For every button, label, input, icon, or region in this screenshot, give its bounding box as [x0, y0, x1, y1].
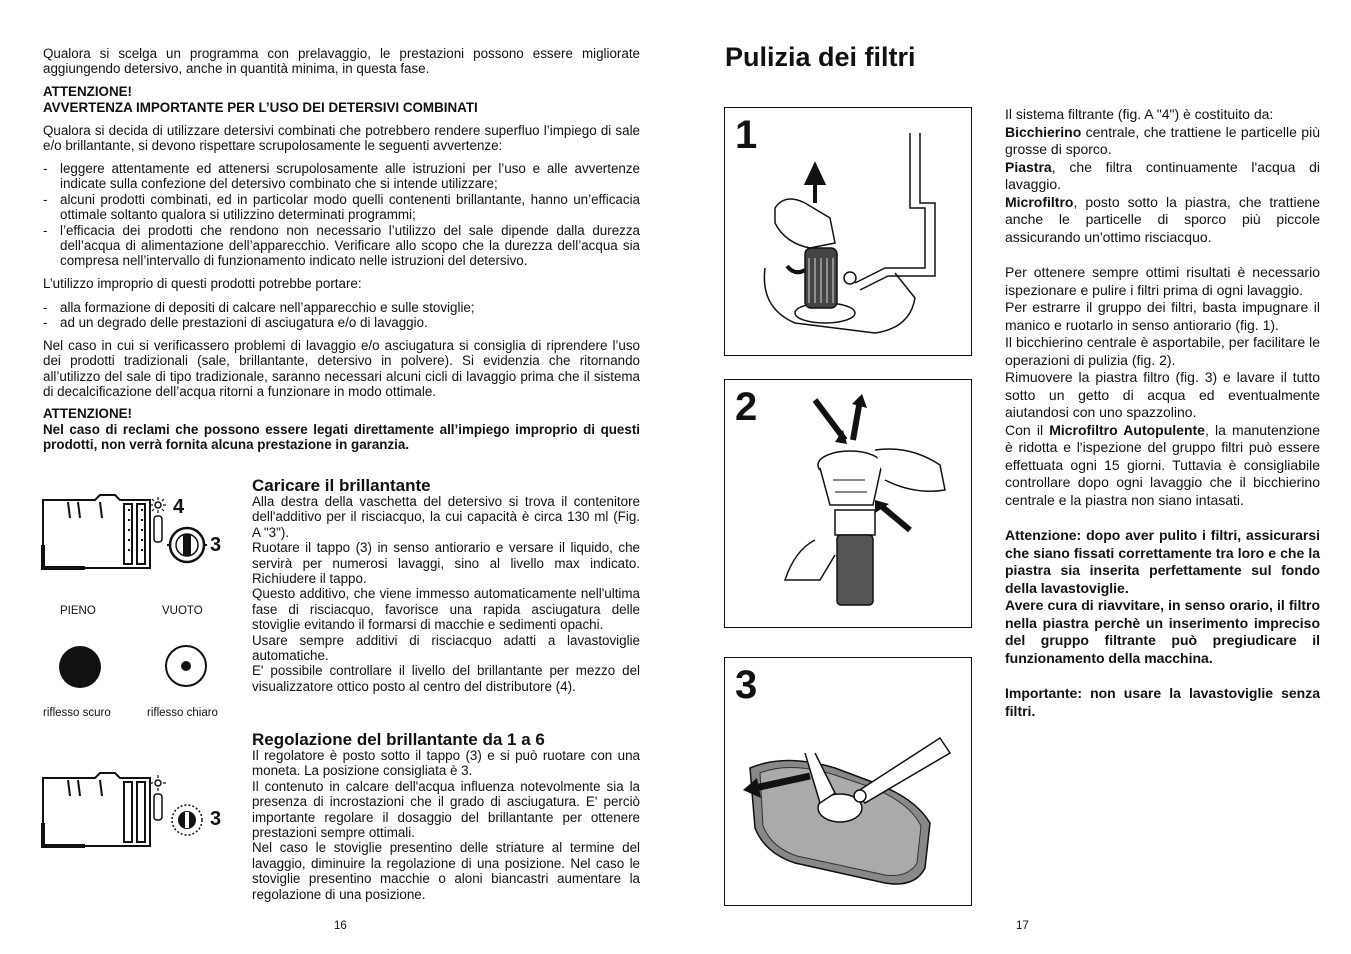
- instruction-paragraph: Il bicchierino centrale è asportabile, per facilitare le operazioni di pulizia (fig. 2).: [1005, 334, 1320, 368]
- instruction-paragraph: Per estrarre il gruppo dei filtri, basta impugnare il manico e ruotarlo in senso antiorario (fig. 1).: [1005, 299, 1320, 333]
- attention-label-2: ATTENZIONE!: [43, 406, 133, 421]
- rinse-aid-paragraph: E' possibile controllare il livello del brillantante per mezzo del visualizzatore ottico posto al centro del distributore (4).: [252, 663, 640, 694]
- full-label: PIENO: [60, 605, 96, 617]
- improper-item: - alla formazione di depositi di calcare nell’apparecchio e sulle stoviglie;: [43, 300, 640, 315]
- full-indicator: [59, 646, 101, 688]
- part-name: Bicchierino: [1005, 123, 1082, 140]
- part-text: centrale, che trattiene le particelle più grosse di sporco.: [1005, 123, 1320, 157]
- regulator-label-3: 3: [210, 808, 222, 830]
- improper-use-list: [43, 300, 640, 331]
- figure-2-number: 2: [735, 385, 758, 429]
- filter-part-plate: [1005, 159, 1320, 194]
- regulation-paragraph: Il contenuto in calcare dell'acqua influenza notevolmente sia la presenza di incrostazioni che il grado di asciugatura. E' perciò importante regolare il dosaggio del brillantante per ottenere prestazioni sempre ottimali.: [252, 778, 640, 841]
- regulation-paragraph: Nel caso le stoviglie presentino delle striature al termine del lavaggio, diminuire la regolazione di una posizione. Nel caso le stoviglie presentino macchie o aloni biancastri aumentare la regolazione di una posizione.: [252, 840, 640, 902]
- part-name: Piastra: [1005, 158, 1052, 175]
- micro-text: , la manutenzione è ridotta e l'ispezione del gruppo filtri può essere effettuata ogni 15 giorni. Tuttavia è consigliabile controllare dopo ogni lavaggio che il bicchierino centrale e la piastra non siano intasati.: [1005, 421, 1320, 508]
- warning-item: - leggere attentamente ed attenersi scrupolosamente alle istruzioni per l’uso e alle avvertenze indicate sulla confezione del detersivo combinato che si intende utilizzare;: [43, 161, 640, 192]
- dispenser-label-4: 4: [173, 496, 185, 518]
- warnings-list: [43, 161, 640, 269]
- filter-removal-drawing: [725, 108, 970, 353]
- dispenser-label-3: 3: [210, 534, 222, 556]
- filter-part-cup: [1005, 124, 1320, 159]
- microfilter-paragraph: [1005, 422, 1320, 510]
- micro-prefix: Con il: [1005, 421, 1050, 438]
- rinse-aid-text: [252, 494, 640, 694]
- page-number-left: 16: [334, 920, 347, 932]
- section-title-regulation: Regolazione del brillantante da 1 a 6: [252, 730, 545, 749]
- problems-paragraph: Nel caso in cui si verificassero problemi di lavaggio e/o asciugatura si consiglia di riprendere l’uso dei prodotti tradizionali (sale, brillantante, detersivo in polvere). Si evidenzia che ritornando all’utilizzo del sale di tipo tradizionale, saranno necessari alcuni cicli di lavaggio prima che il sistema di decalcificazione dell’acqua ritorni a funzionare in modo ottimale.: [43, 338, 640, 400]
- cup-removal-drawing: [725, 380, 970, 625]
- regulation-paragraph: Il regolatore è posto sotto il tappo (3) e si può ruotare con una moneta. La posizione consigliata è 3.: [252, 748, 640, 779]
- important-note: Importante: non usare la lavastoviglie senza filtri.: [1005, 685, 1320, 719]
- empty-indicator: [165, 645, 207, 687]
- improper-use-paragraph: L’utilizzo improprio di questi prodotti potrebbe portare:: [43, 276, 362, 291]
- intro-paragraph: Qualora si scelga un programma con prelavaggio, le prestazioni possono essere migliorate aggiungendo detersivo, anche in quantità minima, in questa fase.: [43, 46, 640, 77]
- attention-text-2: Nel caso di reclami che possono essere legati direttamente all’impiego improprio di questi prodotti, non verrà fornita alcuna prestazione in garanzia.: [43, 422, 640, 453]
- figure-1: [724, 107, 972, 356]
- page-number-right: 17: [1016, 920, 1029, 932]
- rinse-aid-paragraph: Ruotare il tappo (3) in senso antiorario e versare il liquido, che servirà per numerosi lavaggi, sino al livello max indicato. Richiudere il tappo.: [252, 540, 640, 587]
- micro-bold: Microfiltro Autopulente: [1049, 421, 1205, 438]
- filter-text-column: [1005, 106, 1320, 720]
- plate-removal-drawing: [725, 658, 970, 903]
- attention-title-1: AVVERTENZA IMPORTANTE PER L’USO DEI DETERSIVI COMBINATI: [43, 100, 478, 115]
- regulation-text: [252, 748, 640, 902]
- empty-label: VUOTO: [162, 605, 203, 617]
- combined-detergents-paragraph: Qualora si decida di utilizzare detersivi combinati che potrebbero rendere superfluo l’impiego di sale e/o brillantante, si devono rispettare scrupolosamente le seguenti avvertenze:: [43, 123, 640, 154]
- attention-label-1: ATTENZIONE!: [43, 84, 133, 99]
- figure-3: [724, 657, 972, 906]
- section-title-rinse-aid: Caricare il brillantante: [252, 476, 431, 495]
- warning-item: - alcuni prodotti combinati, ed in particolar modo quelli contenenti brillantante, hanno un’efficacia ottimale soltanto qualora si utilizzino determinati programmi;: [43, 192, 640, 223]
- figure-1-number: 1: [735, 113, 758, 157]
- warning-item: - l’efficacia dei prodotti che rendono non necessario l’utilizzo del sale dipende dalla durezza dell’acqua di alimentazione dell’apparecchio. Verificare allo scopo che la durezza dell’acqua sia compresa nell’intervallo di funzionamento indicato nelle istruzioni del detersivo.: [43, 223, 640, 269]
- part-text: , posto sotto la piastra, che trattiene anche le particelle di sporco più piccole assicurando un'ottimo risciacquo.: [1005, 193, 1320, 245]
- light-reflection-label: riflesso chiaro: [147, 707, 218, 719]
- empty-indicator-dot: [181, 661, 191, 671]
- rinse-aid-paragraph: Questo additivo, che viene immesso automaticamente nell'ultima fase di risciacquo, favorisce una rapida asciugatura delle stoviglie evitando il formarsi di macchie e sedimenti opachi.: [252, 586, 640, 633]
- filter-intro: Il sistema filtrante (fig. A "4") è costituito da:: [1005, 106, 1274, 122]
- warning-screw-filter: Avere cura di riavvitare, in senso orario, il filtro nella piastra perchè un inserimento impreciso del gruppo filtrante può pregiudicare il funzionamento della macchina.: [1005, 597, 1320, 666]
- page-title: Pulizia dei filtri: [725, 42, 916, 72]
- rinse-aid-paragraph: Alla destra della vaschetta del detersivo si trova il contenitore dell'additivo per il risciacquo, la cui capacità è circa 130 ml (Fig. A "3").: [252, 494, 640, 540]
- improper-item: - ad un degrado delle prestazioni di asciugatura e/o di lavaggio.: [43, 315, 640, 330]
- figure-2: [724, 379, 972, 628]
- dark-reflection-label: riflesso scuro: [43, 707, 111, 719]
- warning-clean-filters: Attenzione: dopo aver pulito i filtri, assicurarsi che siano fissati correttamente tra loro e che la piastra sia inserita perfettamente sul fondo della lavastoviglie.: [1005, 527, 1320, 596]
- rinse-aid-dispenser-figure: [40, 490, 240, 575]
- dispenser-drawing: [40, 490, 240, 575]
- figure-3-number: 3: [735, 663, 758, 707]
- rinse-aid-paragraph: Usare sempre additivi di risciacquo adatti a lavastoviglie automatiche.: [252, 632, 640, 664]
- part-text: , che filtra continuamente l'acqua di lavaggio.: [1005, 158, 1320, 192]
- part-name: Microfiltro: [1005, 193, 1074, 210]
- instruction-paragraph: Per ottenere sempre ottimi risultati è necessario ispezionare e pulire i filtri prima di ogni lavaggio.: [1005, 264, 1320, 298]
- filter-part-microfilter: [1005, 194, 1320, 247]
- instruction-paragraph: Rimuovere la piastra filtro (fig. 3) e lavare il tutto sotto un getto di acqua ed eventualmente aiutandosi con uno spazzolino.: [1005, 369, 1320, 420]
